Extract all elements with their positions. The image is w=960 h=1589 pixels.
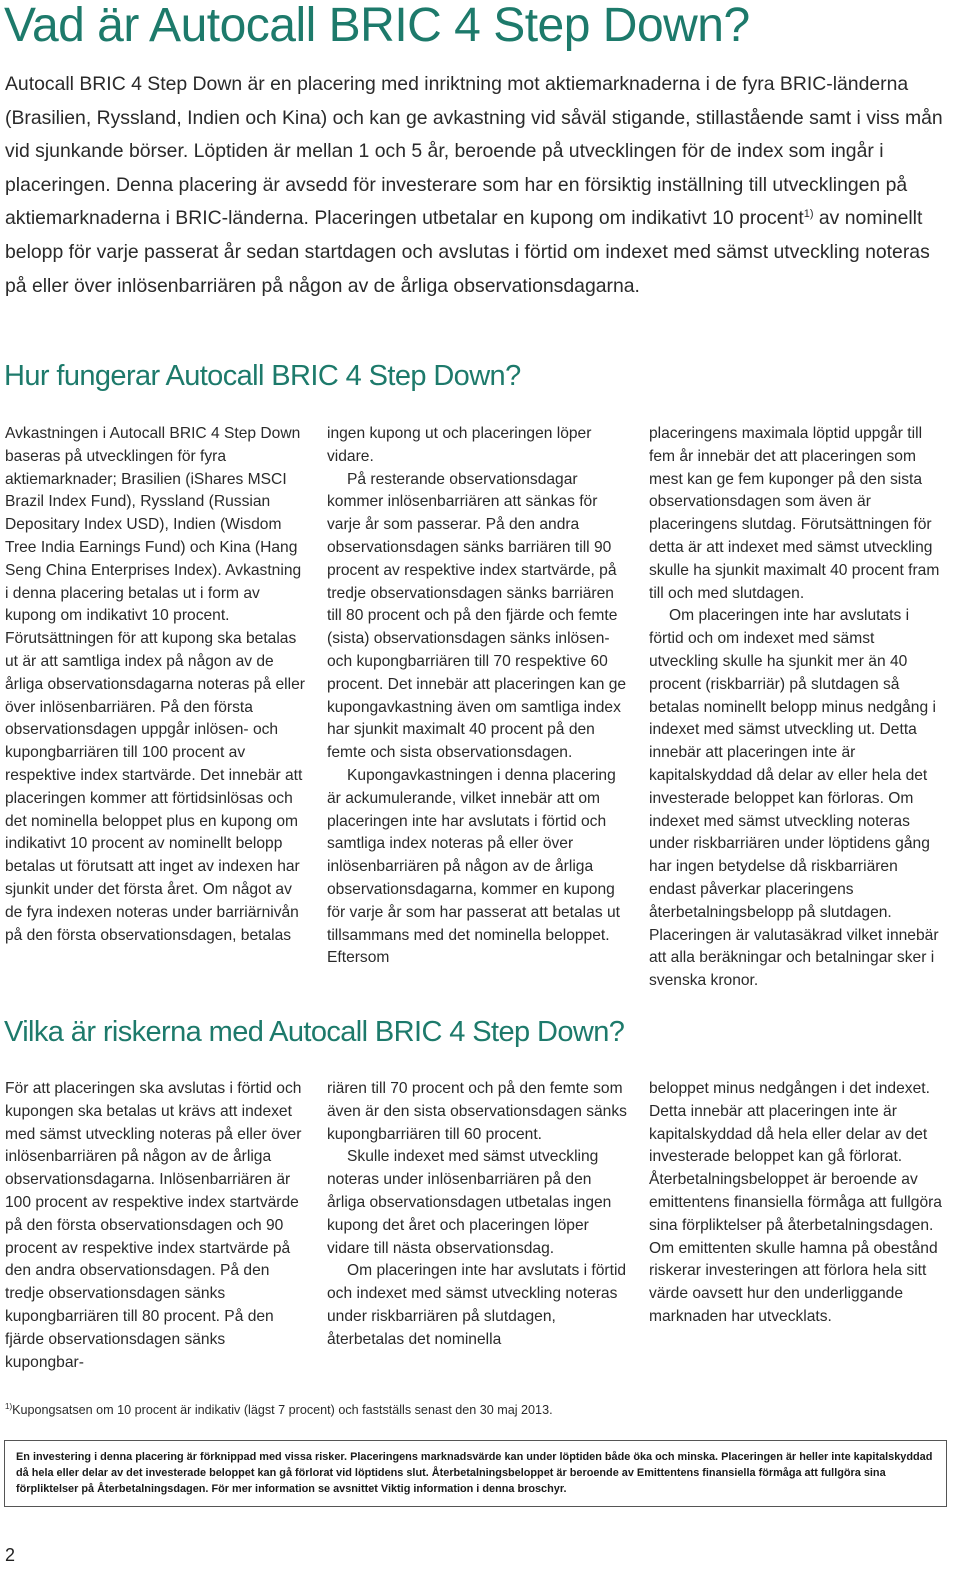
risk-column-2	[327, 1078, 627, 1374]
footnote-marker: 1)	[803, 208, 814, 221]
paragraph: På resterande observationsdagar kommer inlösenbarriären att sänkas för varje år som passerar. På den andra observationsdagen sänks barriären till 90 procent av respektive index startvärde, på tredje observationsdagen sänks barriären till 80 procent och på den fjärde och femte (sista) observationsdagen sänks inlösen- och kupongbarriären till 70 respektive 60 procent. Det innebär att placeringen kan ge kupongavkastning även om samtliga index har sjunkit maximalt 40 procent på den femte och sista observationsdagen.	[327, 470, 627, 762]
page-number: 2	[5, 1545, 16, 1565]
how-column-2	[327, 423, 627, 993]
risk-disclaimer-box: En investering i denna placering är förknippad med vissa risker. Placeringens marknadsvärde kan under löptiden både öka och minska. Placeringen är heller inte kapitalskyddad då hela eller delar av det investerade beloppet kan gå förlorat vid löptidens slut. Återbetalningsbeloppet är beroende av Emittentens finansiella förmåga att fullgöra sina förpliktelser på Återbetalningsdagen. För mer information se avsnittet Viktig information i denna broschyr.	[4, 1440, 947, 1507]
paragraph: Om placeringen inte har avslutats i förtid och om indexet med sämst utveckling skulle ha sjunkit mer än 40 procent (riskbarriär) på slutdagen så betalas nominellt belopp minus nedgång i indexet med sämst utveckling ut. Detta innebär att placeringen inte är kapitalskyddad då delar av eller hela det investerade beloppet kan förloras. Om indexet med sämst utveckling noteras under riskbarriären under löptidens gång har ingen betydelse då riskbarriären endast påverkar placeringens återbetalningsbelopp på slutdagen. Placeringen är valutasäkrad vilket innebär att alla beräkningar och betalningar sker i svenska kronor.	[649, 607, 939, 990]
paragraph: riären till 70 procent och på den femte som även är den sista observationsdagen sänks kupongbarriären till 60 procent.	[327, 1080, 627, 1143]
paragraph: Om placeringen inte har avslutats i förtid och indexet med sämst utveckling noteras under riskbarriären på slutdagen, återbetalas det nominella	[327, 1262, 627, 1348]
paragraph: Avkastningen i Autocall BRIC 4 Step Down baseras på utvecklingen för fyra aktiemarknader; Brasilien (iShares MSCI Brazil Index Fund), Ryssland (Russian Depositary Index USD), Indien (Wisdom Tree India Earnings Fund) och Kina (Hang Seng China Enterprises Index). Avkastning i denna placering betalas ut i form av kupong om indikativt 10 procent. Förutsättningen för att kupong ska betalas ut är att samtliga index på någon av de årliga observationsdagarna noteras på eller över inlösenbarriären. På den första observationsdagen uppgår inlösen- och kupongbarriären till 100 procent av respektive index startvärde. Det innebär att placeringen kommer att förtidsinlösas och det nominella beloppet plus en kupong om indikativt 10 procent av nominellt belopp betalas ut förutsatt att inget av indexen har sjunkit under det första året. Om något av de fyra indexen noteras under barriärnivån på den första observationsdagen, betalas	[5, 425, 305, 944]
section-heading-risk: Vilka är riskerna med Autocall BRIC 4 Step Down?	[4, 1016, 625, 1048]
how-column-1	[5, 423, 305, 993]
section-heading-how: Hur fungerar Autocall BRIC 4 Step Down?	[4, 360, 521, 392]
paragraph: Kupongavkastningen i denna placering är ackumulerande, vilket innebär att om placeringen inte har avslutats i förtid och samtliga index noteras på eller över inlösenbarriären på någon av de årliga observationsdagarna, kommer en kupong för varje år som har passerat att betalas ut tillsammans med det nominella beloppet. Eftersom	[327, 766, 620, 967]
intro-text-start: Autocall BRIC 4 Step Down är en placering med inriktning mot aktiemarknaderna i de fyra BRIC-länderna (Brasilien, Ryssland, Indien och Kina) och kan ge avkastning vid såväl stigande, stillastående samt i viss mån vid sjunkande börser. Löptiden är mellan 1 och 5 år, beroende på utvecklingen för de index som ingår i placeringen. Denna placering är avsedd för investerare som har en försiktig inställning till utvecklingen på aktiemarknaderna i BRIC-länderna. Placeringen utbetalar en kupong om indikativt 10 procent	[5, 73, 943, 230]
how-column-3	[649, 423, 947, 993]
footnote-marker: 1)	[5, 1402, 13, 1411]
paragraph: placeringens maximala löptid uppgår till fem år innebär det att placeringen som mest kan ge fem kuponger på den sista observationsdagen som även är placeringens slutdag. Förutsättningen för detta är att indexet med sämst utveckling skulle ha sjunkit maximalt 40 procent fram till och med slutdagen.	[649, 425, 940, 602]
paragraph: Skulle indexet med sämst utveckling noteras under inlösenbarriären på den årliga observationsdagen utbetalas ingen kupong det året och placeringen löper vidare till nästa observationsdag.	[327, 1148, 612, 1257]
section-how-columns	[5, 423, 947, 993]
risk-column-1	[5, 1078, 305, 1374]
intro-paragraph	[5, 68, 945, 303]
intro-text-end: av nominellt belopp för varje passerat år sedan startdagen och avslutas i förtid om indexet med sämst utveckling noteras på eller över inlösenbarriären på någon av de årliga observationsdagarna.	[5, 207, 930, 297]
paragraph: ingen kupong ut och placeringen löper vidare.	[327, 425, 592, 465]
paragraph: beloppet minus nedgången i det indexet. Detta innebär att placeringen inte är kapitalskyddad då hela eller delar av det investerade beloppet kan gå förlorat. Återbetalningsbeloppet är beroende av emittentens finansiella förmåga att fullgöra sina förpliktelser på återbetalningsdagen. Om emittenten skulle hamna på obestånd riskerar investeringen att förlora hela sitt värde oavsett hur den underliggande marknaden har utvecklats.	[649, 1080, 942, 1325]
footnote-text: Kupongsatsen om 10 procent är indikativ (lägst 7 procent) och fastställs senast den 30 maj 2013.	[12, 1403, 553, 1417]
paragraph: För att placeringen ska avslutas i förtid och kupongen ska betalas ut krävs att indexet med sämst utveckling noteras på eller över inlösenbarriären på någon av de årliga observationsdagarna. Inlösenbarriären är 100 procent av respektive index startvärde på den första observationsdagen och 90 procent av respektive index startvärde på den andra observationsdagen. På den tredje observationsdagen sänks kupongbarriären till 80 procent. På den fjärde observationsdagen sänks kupongbar-	[5, 1080, 302, 1371]
footnote	[5, 1402, 553, 1417]
page-title: Vad är Autocall BRIC 4 Step Down?	[4, 0, 750, 52]
section-risk-columns	[5, 1078, 947, 1374]
risk-column-3	[649, 1078, 947, 1374]
